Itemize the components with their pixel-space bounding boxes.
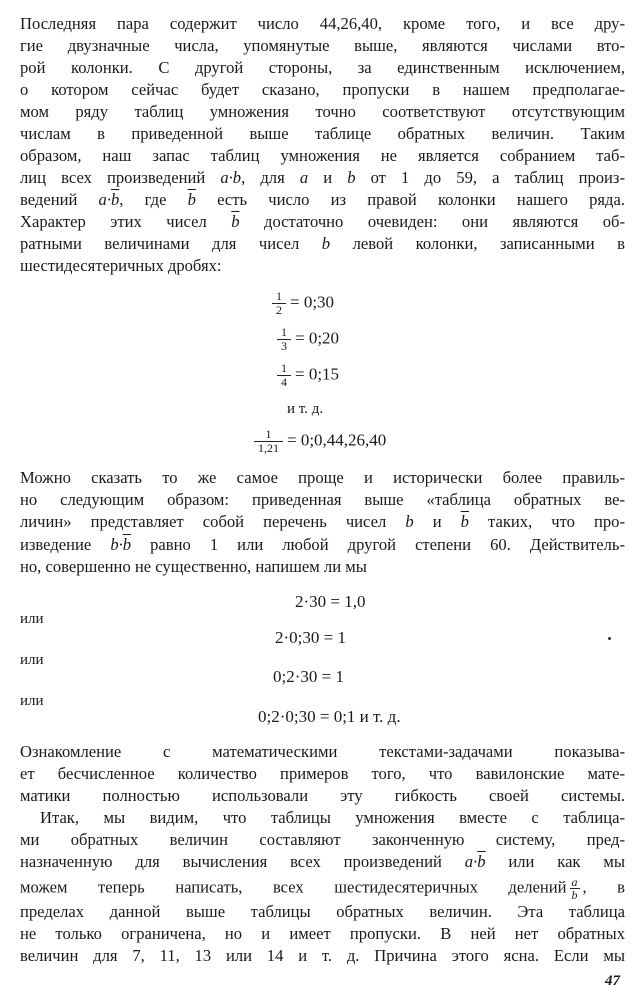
text-line: Последняя пара содержит число 44,26,40, кроме того, и все дру- [20,14,625,33]
text-line: Можно сказать то же самое проще и исторически более правиль- [20,468,625,487]
page-number: 47 [605,973,620,989]
text-line [20,876,625,901]
denominator: b [571,888,578,902]
equation: 0;2·30 = 1 [273,667,344,686]
text: и [413,512,461,531]
text-line: гие двузначные числа, упомянутые выше, являются числами вто- [20,36,625,55]
equation-rhs: = 0;15 [295,364,340,384]
text-line [20,512,625,532]
text: или как мы [485,852,625,871]
text-line: Итак, мы видим, что таблицы умножения вместе с таблица- [40,808,625,827]
math-var-bar: $\overline{b}$ [460,512,469,531]
fraction [277,326,291,353]
stray-dot [608,637,611,640]
fraction [254,428,283,455]
math-var-bar: $\overline{b}$ [122,535,132,554]
etc-label: и т. д. [287,401,324,417]
text-line: о котором сейчас будет сказано, пропуски в нашем предполагае- [20,80,625,99]
text: таких, что про- [468,512,625,531]
equation: 0;2·0;30 = 0;1 и т. д. [258,707,401,726]
text-line [20,852,625,872]
fraction-equation [277,362,339,389]
text: есть число из правой колонки нашего ряда. [195,190,626,209]
connector-word: или [20,652,44,668]
fraction [277,362,291,389]
text-line [20,190,625,210]
text: личин» представляет собой перечень чисел [20,512,406,531]
text: назначенную для вычисления всех произведений [20,852,465,871]
numerator: 1 [254,428,283,442]
text-line: ет бесчисленное количество примеров того, что вавилонские мате- [20,764,625,783]
denominator: 4 [281,375,287,389]
text-line [20,535,625,555]
math-var: b [347,168,356,187]
math-expr: a·b [220,168,242,187]
text-line: мом ряду таблиц умножения точно соответствуют отсутствующим [20,102,625,121]
math-var-bar: $\overline{b}$ [477,852,486,871]
numerator: 1 [277,326,291,340]
math-var: b [405,512,414,531]
text-line: образом, наш запас таблиц умножения не является собранием таб- [20,146,625,165]
text: , для [241,168,300,187]
fraction-equation [277,326,339,353]
text: лиц всех произведений [20,168,221,187]
text-line: но следующим образом: приведенная выше «таблица обратных ве- [20,490,625,509]
denominator: 2 [276,303,282,317]
inline-fraction [570,876,580,901]
equation-rhs: = 0;20 [295,328,340,348]
text: ведений [20,190,99,209]
text-line: матики полностью использовали эту гибкость своей системы. [20,786,625,805]
text-line: рой колонки. С другой стороны, за единственным исключением, [20,58,625,77]
equation: 2·0;30 = 1 [275,628,346,647]
equation-rhs: = 0;0,44,26,40 [287,430,387,450]
math-var: a· [98,190,111,209]
connector-word: или [20,693,44,709]
text: и [308,168,348,187]
text: Характер этих чисел [20,212,232,231]
fraction-equation [272,290,334,317]
math-var: a· [464,852,478,871]
text-line: пределах данной выше таблицы обратных величин. Эта таблица [20,902,625,921]
text: изведение [20,535,111,554]
math-var: a [299,168,309,187]
text-line: но, совершенно не существенно, напишем ли мы [20,557,367,576]
text-line [20,212,625,232]
text-line: не только ограничена, но и имеет пропуски. В ней нет обратных [20,924,625,943]
fraction-equation [254,428,386,455]
fraction [272,290,286,317]
text: ратными величинами для чисел [20,234,322,253]
connector-word: или [20,611,44,627]
text-line: шестидесятеричных дробях: [20,256,222,275]
math-var-bar: $\overline{b}$ [231,212,240,231]
math-var: b [321,234,331,253]
equation: 2·30 = 1,0 [295,592,366,611]
text: можем теперь написать, всех шестидесятеричных делений [20,877,567,897]
text-line: величин для 7, 11, 13 или 14 и т. д. Причина этого ясна. Если мы [20,946,625,965]
text: от 1 до 59, а таблиц произ- [355,168,626,187]
numerator: 1 [272,290,286,304]
text-line [20,234,625,254]
numerator: a [571,875,578,889]
text: левой колонки, записанными в [330,234,625,253]
denominator: 1,21 [258,441,279,455]
math-var-bar: $\overline{b}$ [111,190,120,209]
denominator: 3 [281,339,287,353]
text: , в [582,877,625,897]
numerator: 1 [277,362,291,376]
equation-rhs: = 0;30 [290,292,335,312]
text: , где [119,190,188,209]
text-line: Ознакомление с математическими текстами-задачами показыва- [20,742,625,761]
text: равно 1 или любой другой степени 60. Действитель- [131,535,625,554]
math-var: b· [110,535,123,554]
text-line [20,168,625,188]
math-var-bar: $\overline{b}$ [187,190,196,209]
text: достаточно очевиден: они являются об- [239,212,626,231]
text-line: числам в приведенной выше таблице обратных величин. Таким [20,124,625,143]
text-line: ми обратных величин составляют законченную систему, пред- [20,830,625,849]
